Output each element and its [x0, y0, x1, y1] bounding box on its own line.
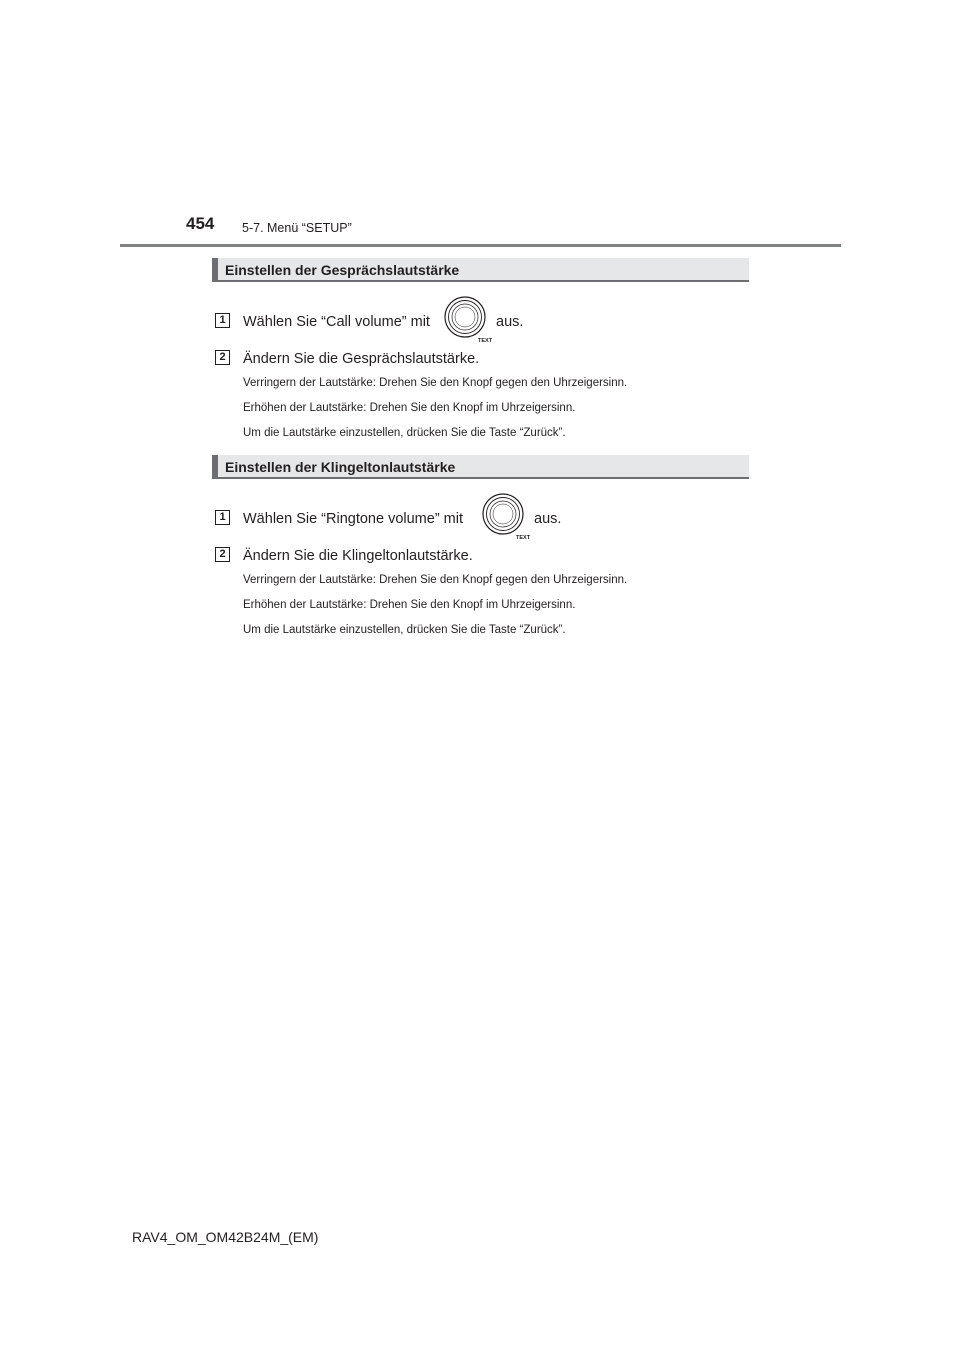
- step-number-badge: 1: [215, 510, 230, 525]
- step-number-badge: 1: [215, 313, 230, 328]
- step-number-badge: 2: [215, 547, 230, 562]
- chapter-title: 5-7. Menü “SETUP”: [242, 221, 352, 235]
- knob-label: TEXT: [516, 535, 531, 541]
- step-number-badge: 2: [215, 350, 230, 365]
- note-line: Um die Lautstärke einzustellen, drücken Sie die Taste “Zurück”.: [243, 427, 566, 439]
- step-text: Ändern Sie die Gesprächslautstärke.: [243, 351, 480, 367]
- step-text-suffix: aus.: [534, 511, 562, 527]
- step-text-suffix: aus.: [496, 314, 524, 330]
- page-number: 454: [186, 214, 215, 233]
- document-code: RAV4_OM_OM42B24M_(EM): [132, 1229, 319, 1245]
- note-line: Erhöhen der Lautstärke: Drehen Sie den Knopf im Uhrzeigersinn.: [243, 402, 576, 414]
- header-divider: [120, 244, 841, 247]
- knob-label: TEXT: [478, 338, 493, 344]
- section-heading-ringtone-volume: [212, 455, 749, 479]
- tune-knob-icon: [481, 493, 531, 541]
- note-line: Erhöhen der Lautstärke: Drehen Sie den Knopf im Uhrzeigersinn.: [243, 599, 576, 611]
- note-line: Verringern der Lautstärke: Drehen Sie den Knopf gegen den Uhrzeigersinn.: [243, 574, 628, 586]
- note-line: Verringern der Lautstärke: Drehen Sie den Knopf gegen den Uhrzeigersinn.: [243, 377, 628, 389]
- step-text: Wählen Sie “Call volume” mit: [243, 314, 430, 330]
- step-text: Wählen Sie “Ringtone volume” mit: [243, 511, 464, 527]
- note-line: Um die Lautstärke einzustellen, drücken Sie die Taste “Zurück”.: [243, 624, 566, 636]
- section-heading-call-volume: [212, 258, 749, 282]
- tune-knob-icon: [443, 296, 493, 344]
- step-text: Ändern Sie die Klingeltonlautstärke.: [243, 548, 473, 564]
- section-title: Einstellen der Gesprächslautstärke: [225, 262, 460, 278]
- section-title: Einstellen der Klingeltonlautstärke: [225, 459, 456, 475]
